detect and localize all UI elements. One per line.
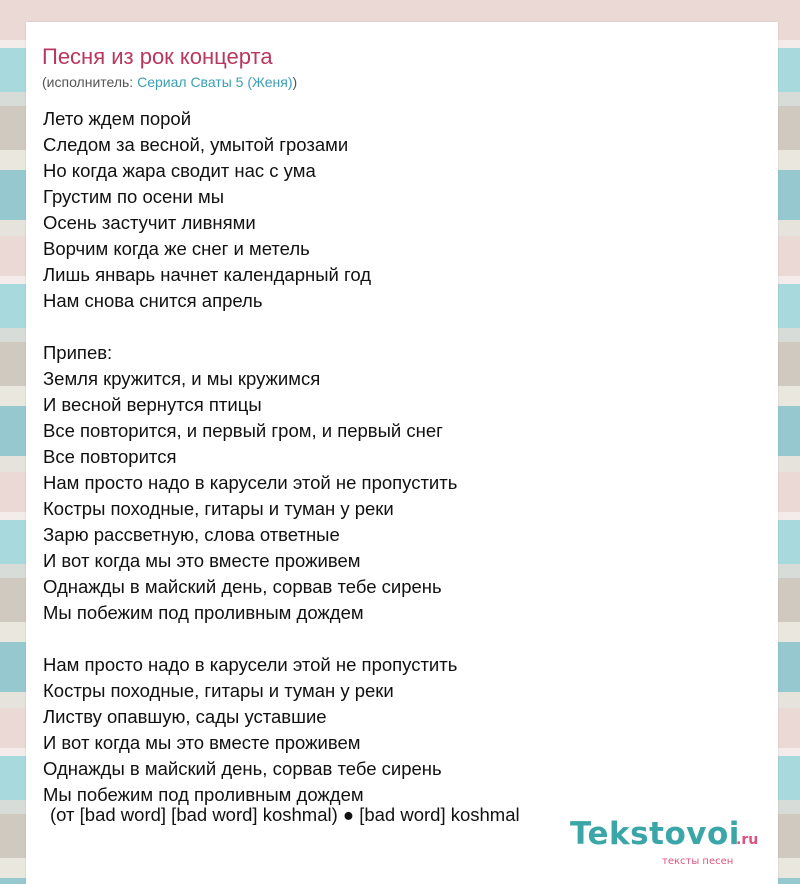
- lyric-line: Лето ждем порой: [43, 108, 192, 129]
- lyric-line: Листву опавшую, сады уставшие: [43, 706, 327, 727]
- lyric-line: Лишь январь начнет календарный год: [43, 264, 372, 285]
- lyric-line: Все повторится: [43, 446, 177, 467]
- credits-line: (от [bad word] [bad word] koshmal) ● [bad word] koshmal: [50, 804, 520, 825]
- logo-wordmark: Tekstovoi: [570, 816, 740, 852]
- lyric-line: И вот когда мы это вместе проживем: [43, 550, 361, 571]
- lyric-line: Все повторится, и первый гром, и первый снег: [43, 420, 443, 441]
- lyric-line: Грустим по осени мы: [43, 186, 224, 207]
- stanza-break: [43, 626, 743, 652]
- lyric-line: Осень застучит ливнями: [43, 212, 256, 233]
- site-logo[interactable]: [570, 816, 780, 876]
- lyrics-body: [43, 106, 743, 808]
- lyric-line: Но когда жара сводит нас с ума: [43, 160, 316, 181]
- lyric-line: Однажды в майский день, сорвав тебе сирень: [43, 758, 442, 779]
- lyric-line: И вот когда мы это вместе проживем: [43, 732, 361, 753]
- lyric-line: Однажды в майский день, сорвав тебе сирень: [43, 576, 442, 597]
- lyric-line: Нам просто надо в карусели этой не пропустить: [43, 472, 458, 493]
- lyric-line: Припев:: [43, 342, 113, 363]
- logo-tagline: тексты песен: [662, 856, 734, 867]
- lyric-line: Земля кружится, и мы кружимся: [43, 368, 321, 389]
- lyric-line: Зарю рассветную, слова ответные: [43, 524, 340, 545]
- lyric-line: Нам просто надо в карусели этой не пропустить: [43, 654, 458, 675]
- artist-link[interactable]: Сериал Сваты 5 (Женя): [137, 74, 293, 90]
- artist-byline: [42, 74, 297, 90]
- byline-suffix: ): [292, 74, 298, 90]
- lyric-line: Ворчим когда же снег и метель: [43, 238, 310, 259]
- song-title: Песня из рок концерта: [42, 44, 273, 69]
- logo-domain: .ru: [736, 832, 759, 848]
- lyrics-card: [26, 22, 778, 884]
- lyric-line: Костры походные, гитары и туман у реки: [43, 680, 394, 701]
- lyric-line: Мы побежим под проливным дождем: [43, 602, 364, 623]
- lyric-line: Нам снова снится апрель: [43, 290, 263, 311]
- lyric-line: И весной вернутся птицы: [43, 394, 262, 415]
- lyric-line: Костры походные, гитары и туман у реки: [43, 498, 394, 519]
- lyric-line: Следом за весной, умытой грозами: [43, 134, 349, 155]
- stanza-break: [43, 314, 743, 340]
- lyric-line: Мы побежим под проливным дождем: [43, 784, 364, 805]
- byline-prefix: (исполнитель:: [42, 74, 138, 90]
